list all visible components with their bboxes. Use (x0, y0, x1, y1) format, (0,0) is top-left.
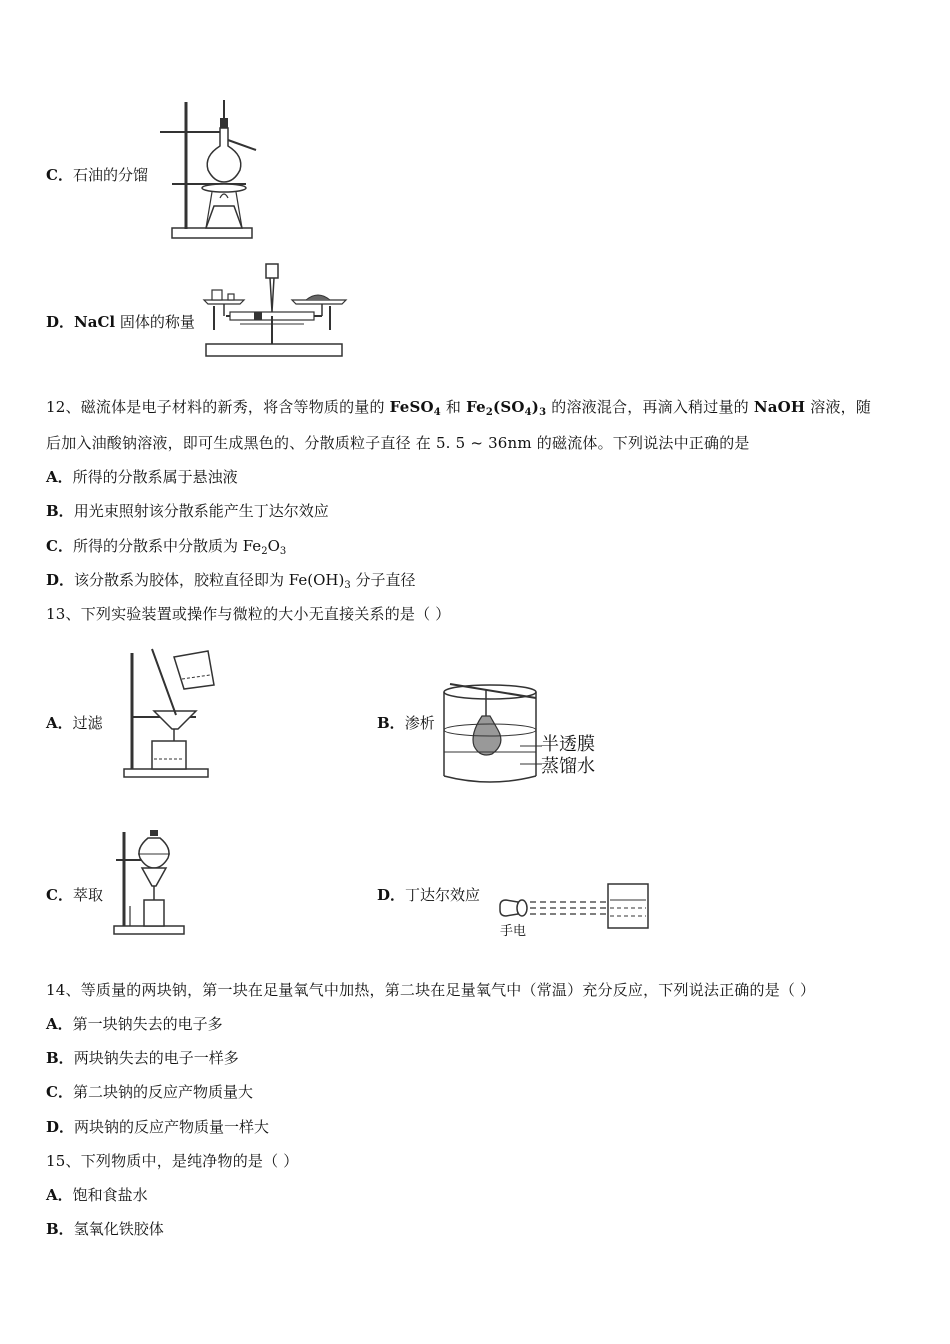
q12-option-a (46, 466, 238, 487)
option-text: 用光束照射该分散系能产生丁达尔效应 (73, 502, 329, 520)
q14-stem (46, 979, 815, 1000)
option-text: 该分散系为胶体，胶粒直径即为 Fe(OH) (74, 571, 345, 589)
dialysis-label-membrane: 半透膜 (541, 734, 595, 755)
option-text: 氢氧化铁胶体 (73, 1220, 164, 1238)
option-text: 所得的分散系属于悬浊液 (72, 468, 238, 486)
option-text: 所得的分散系中分散质为 Fe (72, 537, 262, 555)
option-letter: C． (46, 886, 73, 904)
q11-option-d (46, 311, 195, 332)
q14-option-c (46, 1081, 253, 1102)
option-letter: D． (46, 1118, 75, 1136)
stem-text: 溶液，随 (805, 398, 872, 416)
option-text: 第一块钠失去的电子多 (72, 1015, 223, 1033)
option-text: 石油的分馏 (72, 166, 148, 184)
stem-text: 等质量的两块钠，第一块在足量氧气中加热，第二块在足量氧气中（常温）充分反应，下列说法正确的是（ ） (80, 981, 816, 999)
option-text: 过滤 (72, 714, 103, 732)
option-letter: C． (46, 166, 73, 184)
q13-option-b (377, 712, 435, 733)
formula-nacl: NaCl (74, 313, 116, 331)
stem-text: 和 (440, 398, 467, 416)
option-letter: C． (46, 1083, 73, 1101)
q13-option-c (46, 884, 103, 905)
stem-text: 磁流体是电子材料的新秀，将含等物质的量的 (80, 398, 390, 416)
formula-fe2so43 (466, 398, 546, 416)
option-letter: A． (46, 468, 73, 486)
tyndall-label-flashlight: 手电 (500, 924, 527, 939)
formula-subscript: 3 (344, 580, 351, 591)
stem-text: 下列实验装置或操作与微粒的大小无直接关系的是（ ） (80, 605, 451, 623)
option-text: 萃取 (72, 886, 103, 904)
q12-option-b (46, 500, 329, 521)
q11-option-c (46, 164, 148, 185)
formula-part: ) (531, 398, 540, 416)
stem-text: 下列物质中，是纯净物的是（ ） (80, 1152, 299, 1170)
question-number: 15、 (46, 1152, 81, 1170)
q13-option-d (377, 884, 480, 905)
option-text: 渗析 (404, 714, 435, 732)
option-text: 第二块钠的反应产物质量大 (72, 1083, 253, 1101)
q12-option-c (46, 535, 286, 556)
option-text: 饱和食盐水 (72, 1186, 148, 1204)
distillation-apparatus-figure (158, 98, 268, 243)
option-text: 丁达尔效应 (405, 886, 481, 904)
option-text: 固体的称量 (115, 313, 195, 331)
option-letter: B． (46, 502, 74, 520)
formula-subscript: 3 (539, 407, 547, 418)
question-number: 12、 (46, 398, 81, 416)
formula-part: (SO (493, 398, 525, 416)
q15-stem (46, 1150, 298, 1171)
option-text: 分子直径 (350, 571, 416, 589)
option-letter: D． (46, 313, 75, 331)
formula-part: O (267, 537, 280, 555)
question-number: 13、 (46, 605, 81, 623)
option-letter: C． (46, 537, 73, 555)
formula-part: FeSO (389, 398, 434, 416)
q15-option-b (46, 1218, 164, 1239)
extraction-apparatus-figure (110, 826, 190, 938)
formula-subscript: 4 (524, 407, 532, 418)
q12-option-d (46, 569, 416, 590)
option-letter: B． (46, 1220, 74, 1238)
formula-part: Fe (466, 398, 486, 416)
option-letter: A． (46, 1186, 73, 1204)
q13-option-a (46, 712, 103, 733)
q15-option-a (46, 1184, 148, 1205)
filtration-apparatus-figure (118, 645, 230, 780)
formula-subscript: 2 (485, 407, 494, 418)
formula-subscript: 4 (433, 407, 441, 418)
formula-subscript: 3 (279, 546, 287, 557)
formula-feso4 (390, 398, 441, 416)
dialysis-label-water: 蒸馏水 (541, 756, 595, 777)
option-letter: B． (377, 714, 405, 732)
q13-stem (46, 603, 450, 624)
q14-option-b (46, 1047, 239, 1068)
option-letter: B． (46, 1049, 74, 1067)
option-text: 两块钠失去的电子一样多 (73, 1049, 239, 1067)
stem-text: 后加入油酸钠溶液，即可生成黑色的、分散质粒子直径 在 5. 5 ~ 36nm 的磁流体。下列说法中正确的是 (46, 434, 750, 452)
balance-scale-figure (200, 260, 350, 360)
formula-naoh: NaOH (753, 398, 806, 416)
option-letter: A． (46, 714, 73, 732)
q12-stem-line2 (46, 432, 750, 453)
option-letter: D． (377, 886, 406, 904)
stem-text: 的溶液混合，再滴入稍过量的 (546, 398, 754, 416)
option-text: 两块钠的反应产物质量一样大 (74, 1118, 270, 1136)
question-number: 14、 (46, 981, 81, 999)
option-letter: D． (46, 571, 75, 589)
q14-option-d (46, 1116, 269, 1137)
q14-option-a (46, 1013, 223, 1034)
option-letter: A． (46, 1015, 73, 1033)
formula-subscript: 2 (261, 546, 268, 557)
q12-stem-line1 (46, 396, 871, 417)
